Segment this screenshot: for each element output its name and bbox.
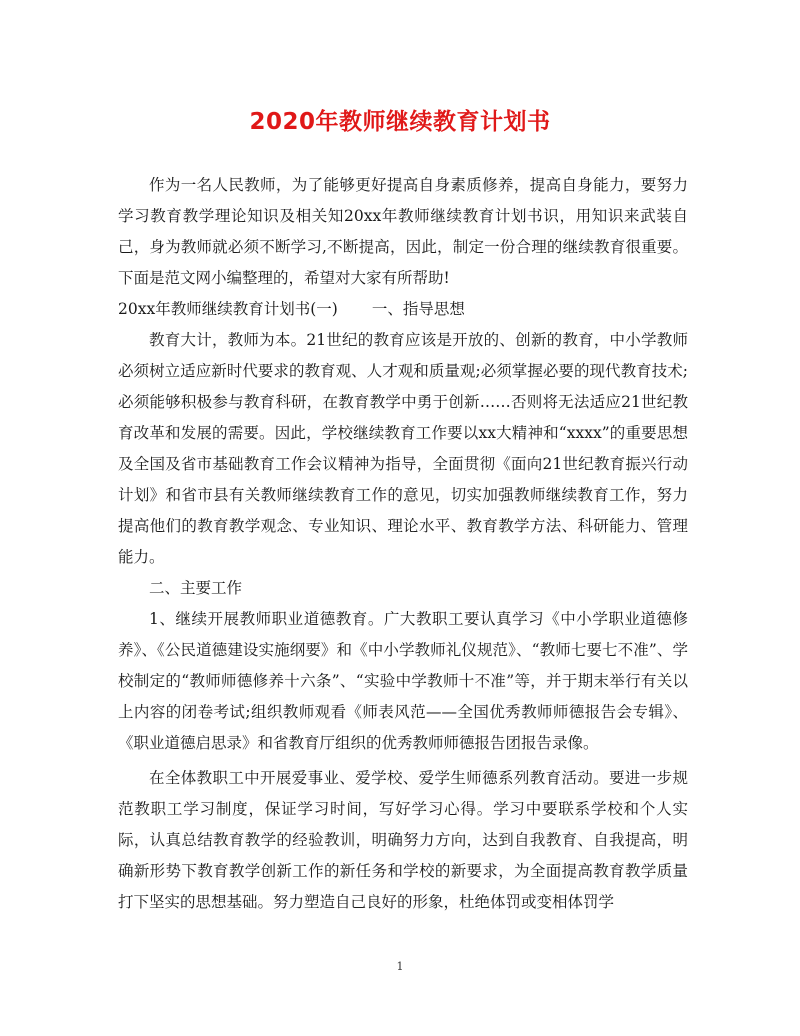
section-heading-guiding: 一、指导思想 <box>371 300 465 318</box>
work-item-1: 1、继续开展教师职业道德教育。广大教职工要认真学习《中小学职业道德修养》、《公民道德建设实施纲要》和《中小学教师礼仪规范》、“教师七要七不准”、学校制定的“教师师德修养十六条”、“实验中学教师十不准”等，并于期末举行有关以上内容的闭卷考试;组织教师观看《师表风范——全国优秀教师师德报告会专辑》、《职业道德启思录》和省教育厅组织的优秀教师师德报告团报告录像。 <box>118 610 688 752</box>
intro-paragraph: 作为一名人民教师，为了能够更好提高自身素质修养，提高自身能力，要努力学习教育教学理论知识及相关知20xx年教师继续教育计划书识，用知识来武装自己，身为教师就必须不断学习,不断提高，因此，制定一份合理的继续教育很重要。下面是范文网小编整理的，希望对大家有所帮助! <box>118 176 688 287</box>
guiding-paragraph: 教育大计，教师为本。21世纪的教育应该是开放的、创新的教育，中小学教师必须树立适应新时代要求的教育观、人才观和质量观;必须掌握必要的现代教育技术;必须能够积极参与教育科研，在教育教学中勇于创新……否则将无法适应21世纪教育改革和发展的需要。因此，学校继续教育工作要以xx大精神和“xxxx”的重要思想及全国及省市基础教育工作会议精神为指导，全面贯彻《面向21世纪教育振兴行动计划》和省市县有关教师继续教育工作的意见，切实加强教师继续教育工作，努力提高他们的教育教学观念、专业知识、理论水平、教育教学方法、科研能力、管理能力。 <box>118 331 688 566</box>
plan-subtitle: 20xx年教师继续教育计划书(一) <box>118 300 338 318</box>
section-heading-main-work: 二、主要工作 <box>149 579 243 597</box>
document-title: 2020年教师继续教育计划书 <box>249 109 551 135</box>
page-number: 1 <box>396 960 404 973</box>
subtitle-line <box>118 294 688 325</box>
work-paragraph-2: 在全体教职工中开展爱事业、爱学校、爱学生师德系列教育活动。要进一步规范教职工学习制度，保证学习时间，写好学习心得。学习中要联系学校和个人实际，认真总结教育教学的经验教训，明确努力方向，达到自我教育、自我提高，明确新形势下教育教学创新工作的新任务和学校的新要求，为全面提高教育教学质量打下坚实的思想基础。努力塑造自己良好的形象，杜绝体罚或变相体罚学 <box>118 769 688 911</box>
document-body <box>118 170 688 918</box>
